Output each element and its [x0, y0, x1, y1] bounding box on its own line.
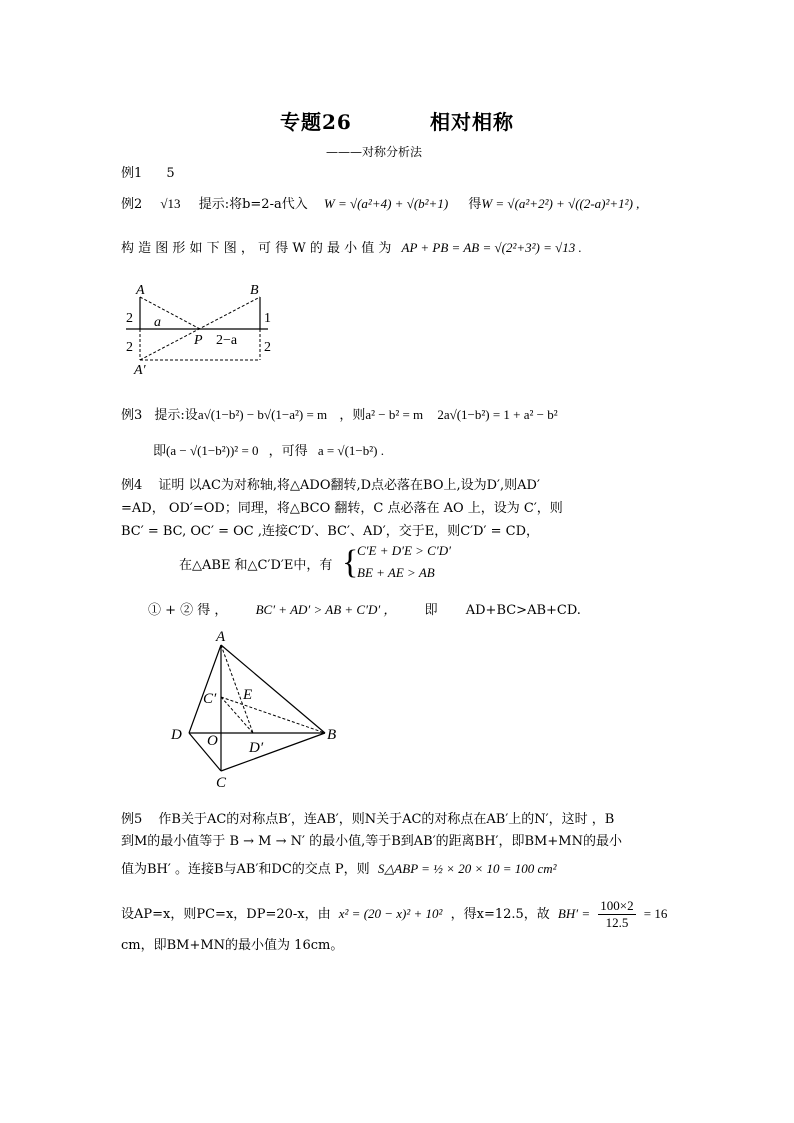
text: 作B关于AC的对称点B′，连AB′，则N关于AC的对称点在AB′上的N′，这时 ，B — [158, 812, 615, 827]
text: 得 — [468, 197, 482, 212]
label-B: B — [327, 727, 337, 743]
text: ，可得 — [268, 444, 308, 459]
formula: a√(1−b²) − b√(1−a²) = m — [197, 407, 328, 422]
example-3-line-1 — [121, 404, 558, 423]
formula: W = √(a²+4) + √(b²+1) — [323, 196, 449, 211]
text: ，则 — [339, 408, 366, 423]
example-1 — [121, 162, 175, 181]
example-answer: 5 — [166, 166, 175, 181]
label-A-prime: A′ — [134, 363, 146, 378]
formula: = 16 — [643, 906, 668, 921]
example-4-line-1 — [121, 474, 540, 493]
text: 即 — [424, 603, 438, 618]
label-2-left-top: 2 — [126, 311, 133, 326]
text: 构 造 图 形 如 下 图 ， 可 得 W 的 最 小 值 为 — [121, 241, 392, 256]
text: 值为BH′ 。连接B与AB′和DC的交点 P，则 — [121, 862, 370, 877]
figure-ex4 — [165, 625, 350, 793]
example-label: 例1 — [121, 166, 143, 181]
formula: AP + PB = AB = √(2²+3²) = √13 . — [401, 240, 582, 255]
figure-ex2-lines — [126, 297, 268, 360]
formula: W = √(a²+2²) + √((2-a)²+1²) , — [481, 196, 640, 211]
numerator: 100×2 — [600, 898, 634, 913]
example-4-conclusion — [148, 599, 581, 618]
example-5-line-4 — [121, 898, 667, 931]
example-2-line-2 — [121, 237, 582, 256]
text: ① + ② 得 ， — [148, 603, 228, 618]
hint-text: 提示:设 — [154, 408, 198, 423]
example-5-line-1 — [121, 808, 614, 827]
text: 设AP=x，则PC=x，DP=20-x，由 — [121, 907, 331, 922]
fraction — [598, 898, 635, 931]
hint-text: 提示:将b=2-a代入 — [198, 197, 308, 212]
label-C-prime: C′ — [203, 691, 217, 707]
example-label: 例5 — [121, 812, 143, 827]
brace: { — [342, 544, 359, 581]
example-3-line-2 — [153, 440, 384, 459]
example-label: 例2 — [121, 197, 143, 212]
formula: (a − √(1−b²))² = 0 — [166, 443, 259, 458]
label-D: D — [171, 727, 182, 743]
formula: BH′ = — [557, 906, 591, 921]
formula: BC′ + AD′ > AB + C′D′ ， — [255, 602, 397, 617]
label-a: a — [154, 315, 161, 330]
example-4-line-2: =AD， OD′=OD；同理，将△BCO 翻转，C 点必落在 AO 上，设为 C′，则 — [121, 501, 563, 516]
page-subtitle: ———对称分析法 — [326, 145, 423, 159]
figure-ex2 — [118, 272, 278, 382]
text: AD+BC>AB+CD. — [465, 603, 581, 618]
text: 在△ABE 和△C′D′E中，有 — [179, 558, 333, 573]
label-D-prime: D′ — [249, 740, 264, 756]
example-5-line-2: 到M的最小值等于 B → M → N′ 的最小值,等于B到AB′的距离BH′，即BM+MN的最小 — [121, 834, 622, 849]
text: 即 — [153, 444, 167, 459]
example-2-line-1 — [121, 193, 639, 212]
formula: S△ABP = ½ × 20 × 10 = 100 cm² — [377, 861, 557, 876]
label-E: E — [243, 687, 253, 703]
label-2-minus-a: 2−a — [216, 333, 238, 348]
label-A: A — [216, 629, 226, 645]
formula: a² − b² = m — [365, 407, 424, 422]
example-5-line-3 — [121, 858, 557, 877]
example-label: 例4 — [121, 478, 143, 493]
label-B: B — [250, 283, 259, 298]
formula: x² = (20 − x)² + 10² — [338, 906, 443, 921]
example-5-line-5: cm，即BM+MN的最小值为 16cm。 — [121, 938, 344, 953]
example-answer: √13 — [160, 196, 181, 211]
page-title-topic: 相对相称 — [430, 110, 514, 134]
denominator: 12.5 — [605, 915, 629, 930]
label-2-right: 2 — [264, 340, 271, 355]
label-P: P — [194, 333, 203, 348]
formula: 2a√(1−b²) = 1 + a² − b² — [437, 407, 558, 422]
page-title: 专题26 — [280, 110, 352, 134]
label-A: A — [136, 283, 145, 298]
text: 证明 以AC为对称轴,将△ADO翻转,D点必落在BO上,设为D′,则AD′ — [158, 478, 540, 493]
label-2-left-bottom: 2 — [126, 340, 133, 355]
example-label: 例3 — [121, 408, 143, 423]
formula: a = √(1−b²) . — [317, 443, 384, 458]
formula: BE + AE > AB — [357, 565, 435, 580]
label-1-right: 1 — [264, 311, 271, 326]
text: ，得x=12.5，故 — [450, 907, 550, 922]
example-4-line-3: BC′ = BC, OC′ = OC ,连接C′D′、BC′、AD′，交于E，则C′D′ = CD， — [121, 524, 539, 539]
label-O: O — [207, 733, 218, 749]
label-C: C — [216, 775, 227, 791]
formula: C′E + D′E > C′D′ — [357, 543, 451, 558]
